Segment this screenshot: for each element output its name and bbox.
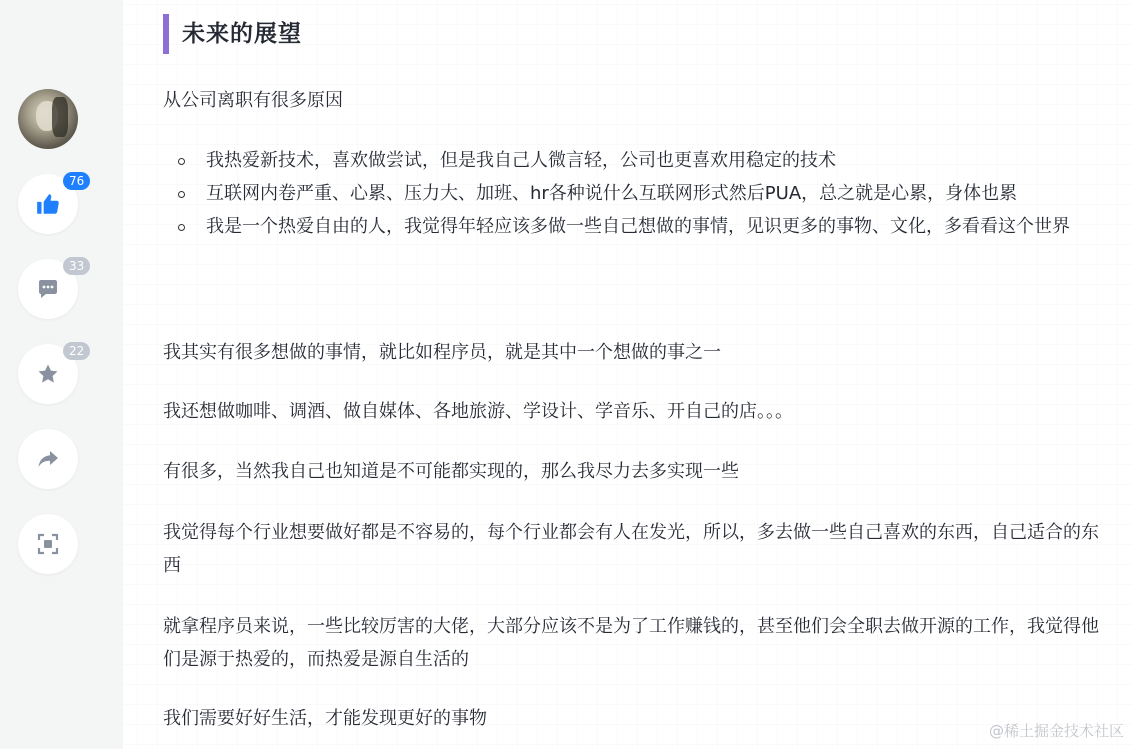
- paragraph: 就拿程序员来说，一些比较厉害的大佬，大部分应该不是为了工作赚钱的，甚至他们会全职去做开源的工作，我觉得他们是源于热爱的，而热爱是源自生活的: [163, 616, 1099, 670]
- article-action-sidebar: [0, 0, 123, 749]
- paragraph: 有很多，当然我自己也知道是不可能都实现的，那么我尽力去多实现一些: [163, 461, 739, 482]
- author-avatar[interactable]: [18, 89, 78, 149]
- paragraph: 我们需要好好生活，才能发现更好的事物: [163, 708, 487, 729]
- article-content: [123, 0, 1132, 749]
- immersive-read-button[interactable]: [18, 514, 78, 574]
- list-item: 我热爱新技术，喜欢做尝试，但是我自己人微言轻，公司也更喜欢用稳定的技术: [206, 144, 1132, 177]
- collect-button[interactable]: [18, 344, 85, 404]
- list-item: 互联网内卷严重、心累、压力大、加班、hr各种说什么互联网形式然后PUA，总之就是心累，身体也累: [206, 177, 1132, 210]
- list-item: 我是一个热爱自由的人，我觉得年轻应该多做一些自己想做的事情，见识更多的事物、文化，多看看这个世界: [206, 210, 1132, 243]
- comment-icon: [36, 277, 60, 301]
- paragraph: 我觉得每个行业想要做好都是不容易的，每个行业都会有人在发光，所以，多去做一些自己喜欢的东西，自己适合的东西: [163, 522, 1099, 576]
- comment-button[interactable]: [18, 259, 85, 319]
- intro-paragraph: 从公司离职有很多原因: [163, 90, 343, 111]
- bullet-circle-icon: [178, 191, 185, 198]
- site-watermark: @稀土掘金技术社区: [988, 722, 1124, 740]
- paragraph: 我还想做咖啡、调酒、做自媒体、各地旅游、学设计、学音乐、开自己的店。。。: [163, 401, 793, 422]
- paragraph: 我其实有很多想做的事情，就比如程序员，就是其中一个想做的事之一: [163, 342, 721, 363]
- bullet-circle-icon: [178, 158, 185, 165]
- like-button[interactable]: [18, 174, 85, 234]
- bullet-circle-icon: [178, 224, 185, 231]
- section-heading: 未来的展望: [163, 14, 302, 54]
- star-icon: [36, 362, 60, 386]
- avatar-shadow: [52, 97, 68, 137]
- thumbs-up-icon: [35, 191, 61, 217]
- share-arrow-icon: [36, 447, 60, 471]
- collect-count-badge: 22: [63, 342, 90, 360]
- fullscreen-icon: [36, 532, 60, 556]
- like-count-badge: 76: [63, 172, 90, 190]
- reasons-list: [163, 144, 1132, 243]
- share-button[interactable]: [18, 429, 78, 489]
- comment-count-badge: 33: [63, 257, 90, 275]
